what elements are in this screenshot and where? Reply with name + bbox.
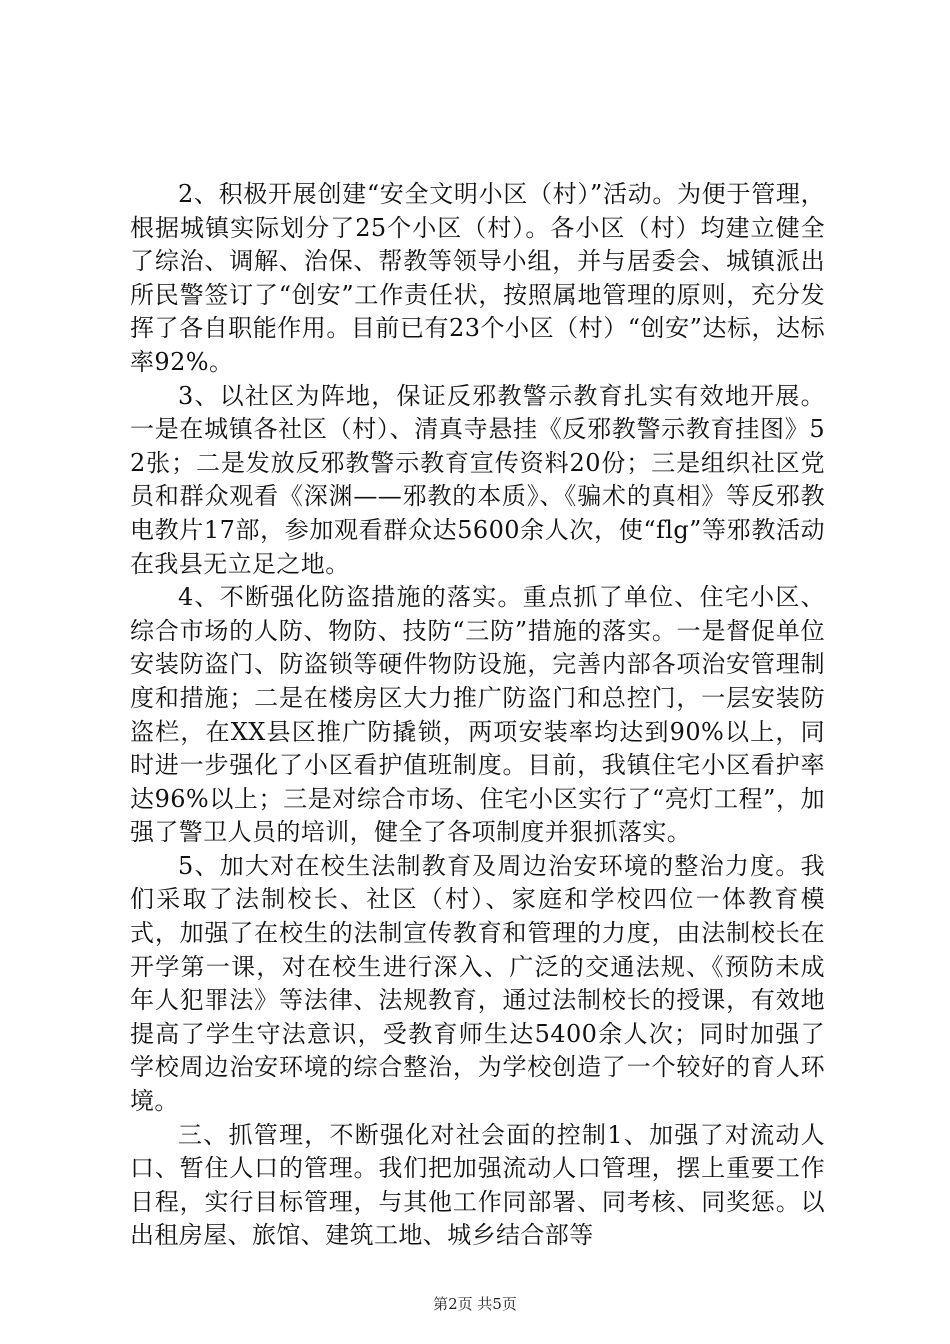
paragraph-3-anti-cult-education: 3、以社区为阵地，保证反邪教警示教育扎实有效地开展。一是在城镇各社区（村）、清真寺悬挂《反邪教警示教育挂图》52张；二是发放反邪教警示教育宣传资料20份；三是组织社区党员和群众观看《深渊——邪教的本质》、《骗术的真相》等反邪教电教片17部，参加观看群众达5600余人次，使“flg”等邪教活动在我县无立足之地。 [130,381,825,578]
paragraph-4-anti-theft-measures: 4、不断强化防盗措施的落实。重点抓了单位、住宅小区、综合市场的人防、物防、技防“三防”措施的落实。一是督促单位安装防盗门、防盗锁等硬件物防设施，完善内部各项治安管理制度和措施；二是在楼房区大力推广防盗门和总控门，一层安装防盗栏，在XX县区推广防撬锁，两项安装率均达到90%以上，同时进一步强化了小区看护值班制度。目前，我镇住宅小区看护率达96%以上；三是对综合市场、住宅小区实行了“亮灯工程”，加强了警卫人员的培训，健全了各项制度并狠抓落实。 [130,583,825,847]
page-footer [0,1294,950,1314]
paragraph-2-safe-community: 2、积极开展创建“安全文明小区（村）”活动。为便于管理，根据城镇实际划分了25个小区（村）。各小区（村）均建立健全了综治、调解、治保、帮教等领导小组，并与居委会、城镇派出所民警签订了“创安”工作责任状，按照属地管理的原则，充分发挥了各自职能作用。目前已有23个小区（村）“创安”达标，达标率92%。 [130,180,825,376]
paragraph-5-student-legal-education: 5、加大对在校生法制教育及周边治安环境的整治力度。我们采取了法制校长、社区（村）、家庭和学校四位一体教育模式，加强了在校生的法制宣传教育和管理的力度，由法制校长在开学第一课，对在校生进行深入、广泛的交通法规、《预防未成年人犯罪法》等法律、法规教育，通过法制校长的授课，有效地提高了学生守法意识，受教育师生达5400余人次；同时加强了学校周边治安环境的综合整治，为学校创造了一个较好的育人环境。 [130,851,825,1116]
page-number-label: 第2页 共5页 [433,1295,517,1313]
body-text [130,178,825,1253]
paragraph-section-3-management: 三、抓管理，不断强化对社会面的控制1、加强了对流动人口、暂住人口的管理。我们把加强流动人口管理，摆上重要工作日程，实行目标管理，与其他工作同部署、同考核、同奖惩。以出租房屋、旅馆、建筑工地、城乡结合部等 [130,1120,825,1250]
